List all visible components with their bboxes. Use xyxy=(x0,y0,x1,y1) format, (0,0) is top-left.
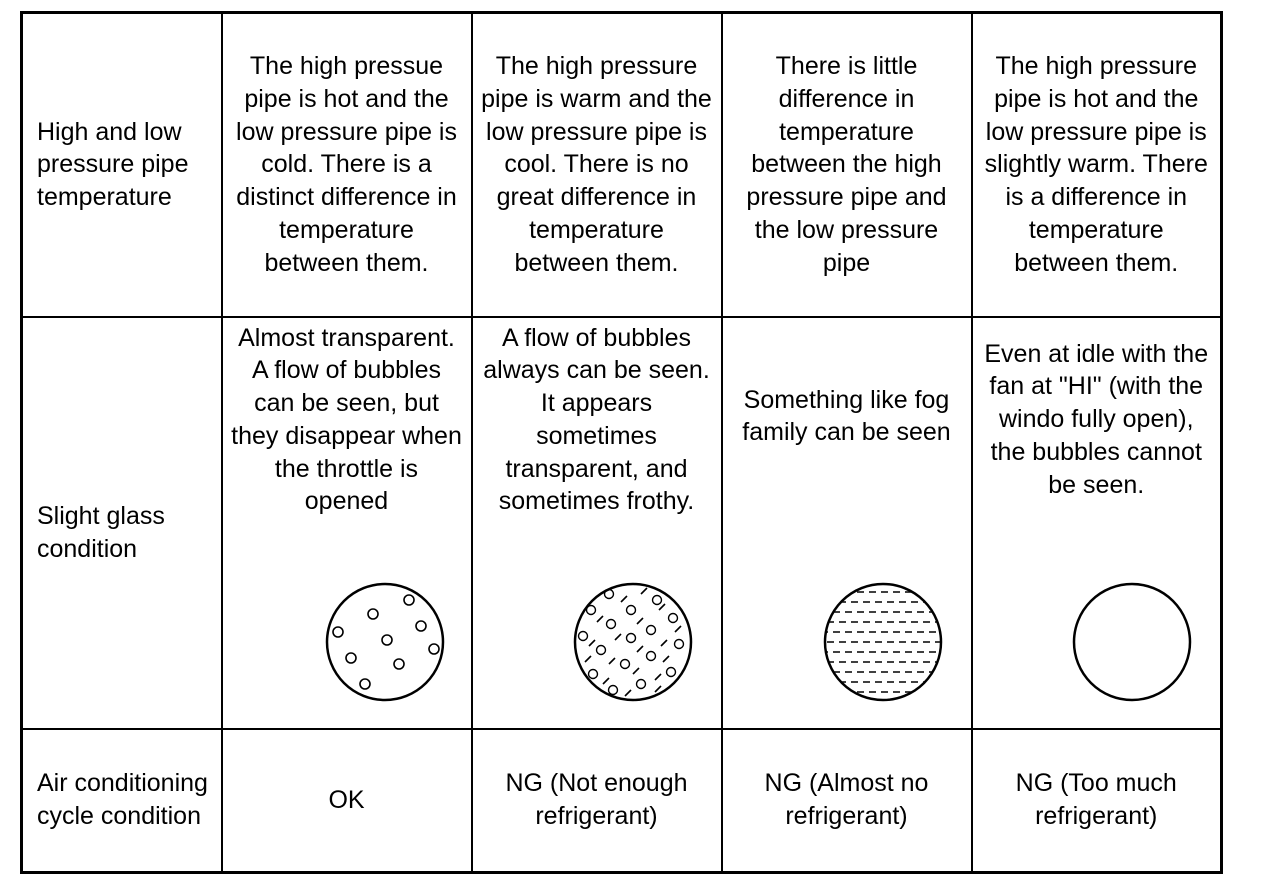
diagnosis-table xyxy=(20,11,1223,874)
cell-temp-too-much: The high pressure pipe is hot and the low pressure pipe is slightly warm. There is a difference in temperature between them. xyxy=(972,13,1222,317)
cell-temp-almost-none: There is little difference in temperature between the high pressure pipe and the low pressure pipe xyxy=(722,13,972,317)
sight-glass-few-bubbles-icon xyxy=(223,580,471,704)
table-row-cycle-condition xyxy=(22,729,1222,873)
cell-cycle-too-much: NG (Too much refrigerant) xyxy=(972,729,1222,873)
cell-glass-ok xyxy=(222,317,472,729)
cell-glass-too-much-text: Even at idle with the fan at "HI" (with the windo fully open), the bubbles cannot be seen. xyxy=(984,339,1209,499)
sight-glass-clear-icon xyxy=(973,580,1221,704)
table-row-sight-glass xyxy=(22,317,1222,729)
sight-glass-frothy-icon xyxy=(473,580,721,704)
cell-glass-almost-none xyxy=(722,317,972,729)
cell-glass-not-enough xyxy=(472,317,722,729)
cell-cycle-not-enough: NG (Not enough refrigerant) xyxy=(472,729,722,873)
row-header-cycle-condition: Air conditioning cycle condition xyxy=(22,729,222,873)
table-row-pipe-temperature xyxy=(22,13,1222,317)
row-header-sight-glass-text: Slight glass condition xyxy=(37,501,165,563)
cell-cycle-almost-none: NG (Almost no refrigerant) xyxy=(722,729,972,873)
cell-temp-not-enough: The high pressure pipe is warm and the low pressure pipe is cool. There is no great difference in temperature between them. xyxy=(472,13,722,317)
row-header-sight-glass xyxy=(22,317,222,729)
cell-cycle-ok: OK xyxy=(222,729,472,873)
cell-glass-not-enough-text: A flow of bubbles always can be seen. It appears sometimes transparent, and sometimes frothy. xyxy=(483,323,710,516)
cell-glass-too-much xyxy=(972,317,1222,729)
cell-glass-almost-none-text: Something like fog family can be seen xyxy=(742,385,951,447)
cell-glass-ok-text: Almost transparent. A flow of bubbles can be seen, but they disappear when the throttle is opened xyxy=(231,323,462,516)
sight-glass-fog-icon xyxy=(723,580,971,704)
cell-temp-ok: The high pressue pipe is hot and the low pressure pipe is cold. There is a distinct difference in temperature between them. xyxy=(222,13,472,317)
row-header-pipe-temperature: High and low pressure pipe temperature xyxy=(22,13,222,317)
